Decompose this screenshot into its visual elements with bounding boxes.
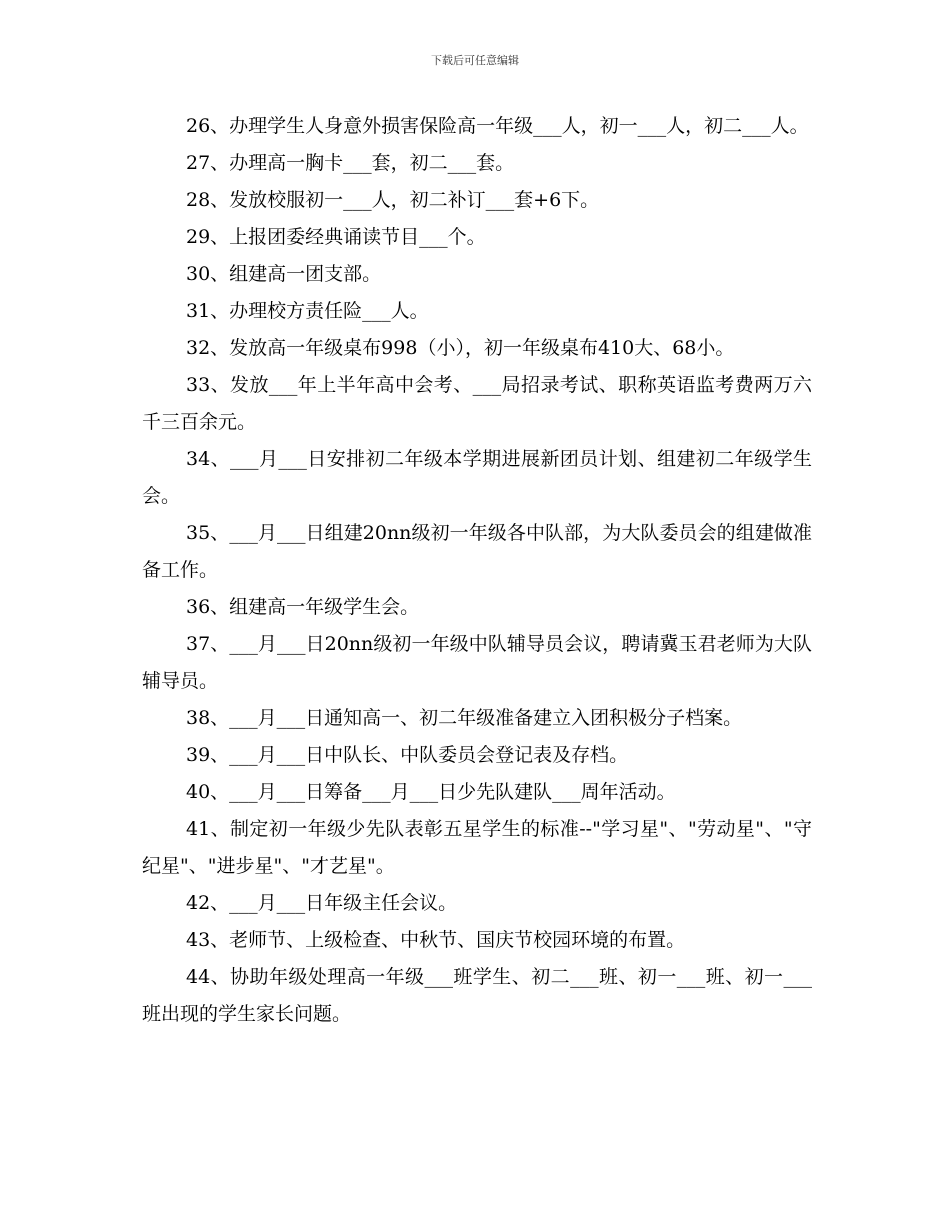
page-header: 下载后可任意编辑	[431, 54, 519, 67]
list-item: 29、上报团委经典诵读节目___个。	[186, 226, 486, 248]
list-item: 38、___月___日通知高一、初二年级准备建立入团积极分子档案。	[186, 707, 743, 729]
list-item: 30、组建高一团支部。	[186, 263, 382, 285]
list-item: 42、___月___日年级主任会议。	[186, 892, 458, 914]
list-item: 35、___月___日组建20nn级初一年级各中队部，为大队委员会的组建做准备工作。	[142, 522, 812, 581]
list-item: 41、制定初一年级少先队表彰五星学生的标准--"学习星"、"劳动星"、"守纪星"、"进步星"、"才艺星"。	[142, 818, 812, 877]
list-item: 33、发放___年上半年高中会考、___局招录考试、职称英语监考费两万六千三百余元。	[142, 374, 812, 433]
list-item: 37、___月___日20nn级初一年级中队辅导员会议，聘请冀玉君老师为大队辅导员。	[142, 633, 812, 692]
list-item: 32、发放高一年级桌布998（小），初一年级桌布410大、68小。	[186, 337, 735, 359]
list-item: 44、协助年级处理高一年级___班学生、初二___班、初一___班、初一___班出现的学生家长问题。	[142, 966, 812, 1025]
list-item: 26、办理学生人身意外损害保险高一年级___人，初一___人，初二___人。	[186, 115, 809, 137]
list-item: 27、办理高一胸卡___套，初二___套。	[186, 152, 515, 174]
list-item: 28、发放校服初一___人，初二补订___套+6下。	[186, 189, 600, 211]
list-item: 43、老师节、上级检查、中秋节、国庆节校园环境的布置。	[186, 929, 686, 951]
list-item: 36、组建高一年级学生会。	[186, 596, 420, 618]
list-item: 40、___月___日筹备___月___日少先队建队___周年活动。	[186, 781, 676, 803]
document-body	[142, 108, 812, 1033]
list-item: 39、___月___日中队长、中队委员会登记表及存档。	[186, 744, 629, 766]
list-item: 31、办理校方责任险___人。	[186, 300, 429, 322]
list-item: 34、___月___日安排初二年级本学期进展新团员计划、组建初二年级学生会。	[142, 448, 812, 507]
